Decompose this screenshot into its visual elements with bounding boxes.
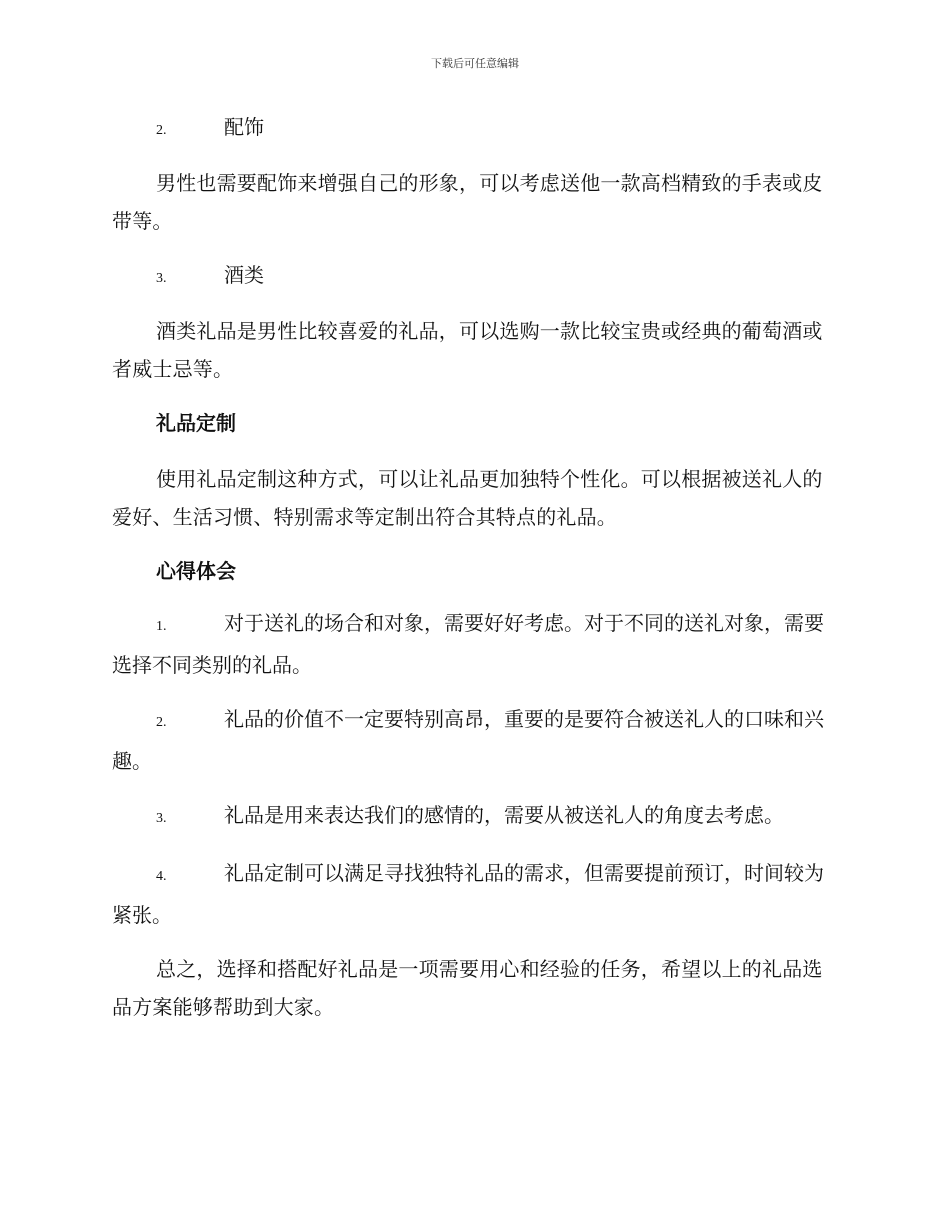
experience-item-4 [112,854,838,934]
page-header: 下载后可任意编辑 [431,57,519,70]
list-title: 配饰 [224,115,264,139]
list-number: 3. [156,271,167,286]
list-item-accessories [112,112,838,142]
list-text: 对于送礼的场合和对象，需要好好考虑。对于不同的送礼对象，需要选择不同类别的礼品。 [112,611,824,677]
list-text: 礼品是用来表达我们的感情的，需要从被送礼人的角度去考虑。 [224,803,784,827]
list-text: 礼品的价值不一定要特别高昂，重要的是要符合被送礼人的口味和兴趣。 [112,707,824,773]
section-heading-experience: 心得体会 [156,559,236,583]
experience-item-3 [112,796,838,838]
list-title: 酒类 [224,263,264,287]
section-heading-custom: 礼品定制 [156,411,236,435]
summary-paragraph: 总之，选择和搭配好礼品是一项需要用心和经验的任务，希望以上的礼品选品方案能够帮助到大家。 [112,957,823,1019]
list-number: 2. [156,123,167,138]
list-number: 2. [156,715,167,730]
paragraph-accessories: 男性也需要配饰来增强自己的形象，可以考虑送他一款高档精致的手表或皮带等。 [112,171,823,233]
experience-item-1 [112,604,838,684]
list-item-liquor [112,260,838,290]
list-number: 3. [156,811,167,826]
paragraph-custom: 使用礼品定制这种方式，可以让礼品更加独特个性化。可以根据被送礼人的爱好、生活习惯、特别需求等定制出符合其特点的礼品。 [112,467,823,529]
paragraph-liquor: 酒类礼品是男性比较喜爱的礼品，可以选购一款比较宝贵或经典的葡萄酒或者威士忌等。 [112,319,823,381]
list-text: 礼品定制可以满足寻找独特礼品的需求，但需要提前预订，时间较为紧张。 [112,861,824,927]
document-body [112,112,838,1026]
list-number: 4. [156,869,167,884]
list-number: 1. [156,619,167,634]
experience-item-2 [112,700,838,780]
